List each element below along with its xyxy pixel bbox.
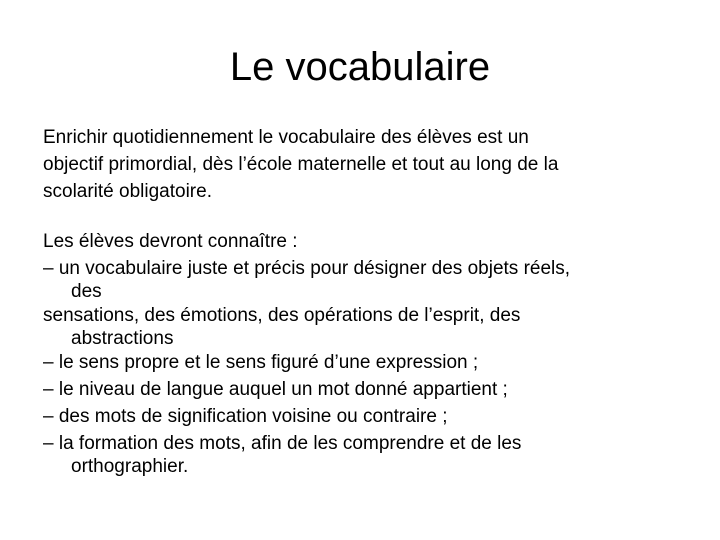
list-item-register	[43, 376, 683, 403]
slide-title: Le vocabulaire	[229, 45, 491, 89]
list-item-text: – des mots de signification voisine ou contraire ;	[43, 406, 448, 427]
list-item-text: sensations, des émotions, des opérations de l’esprit, des	[43, 305, 521, 326]
intro-line: scolarité obligatoire.	[43, 181, 212, 202]
list-item-text: – la formation des mots, afin de les comprendre et de les	[43, 433, 522, 454]
list-item-continuation: abstractions	[71, 328, 174, 349]
list-item-vocabulary	[43, 255, 683, 302]
list-heading: Les élèves devront connaître :	[43, 231, 298, 252]
slide-body	[43, 124, 683, 477]
list-item-text: – le niveau de langue auquel un mot donné appartient ;	[43, 379, 508, 400]
intro-line: objectif primordial, dès l’école maternelle et tout au long de la	[43, 154, 559, 175]
list-item-sense	[43, 349, 683, 376]
list-item-text: – un vocabulaire juste et précis pour désigner des objets réels,	[43, 258, 571, 279]
list-item-continuation: orthographier.	[71, 456, 189, 477]
list-item-sensations	[43, 302, 683, 349]
list-item-word-formation	[43, 430, 683, 477]
intro-line: Enrichir quotidiennement le vocabulaire des élèves est un	[43, 127, 529, 148]
list-item-continuation: des	[71, 281, 102, 302]
list-item-synonyms	[43, 403, 683, 430]
list-item-text: – le sens propre et le sens figuré d’une expression ;	[43, 352, 479, 373]
intro-paragraph	[43, 124, 683, 205]
